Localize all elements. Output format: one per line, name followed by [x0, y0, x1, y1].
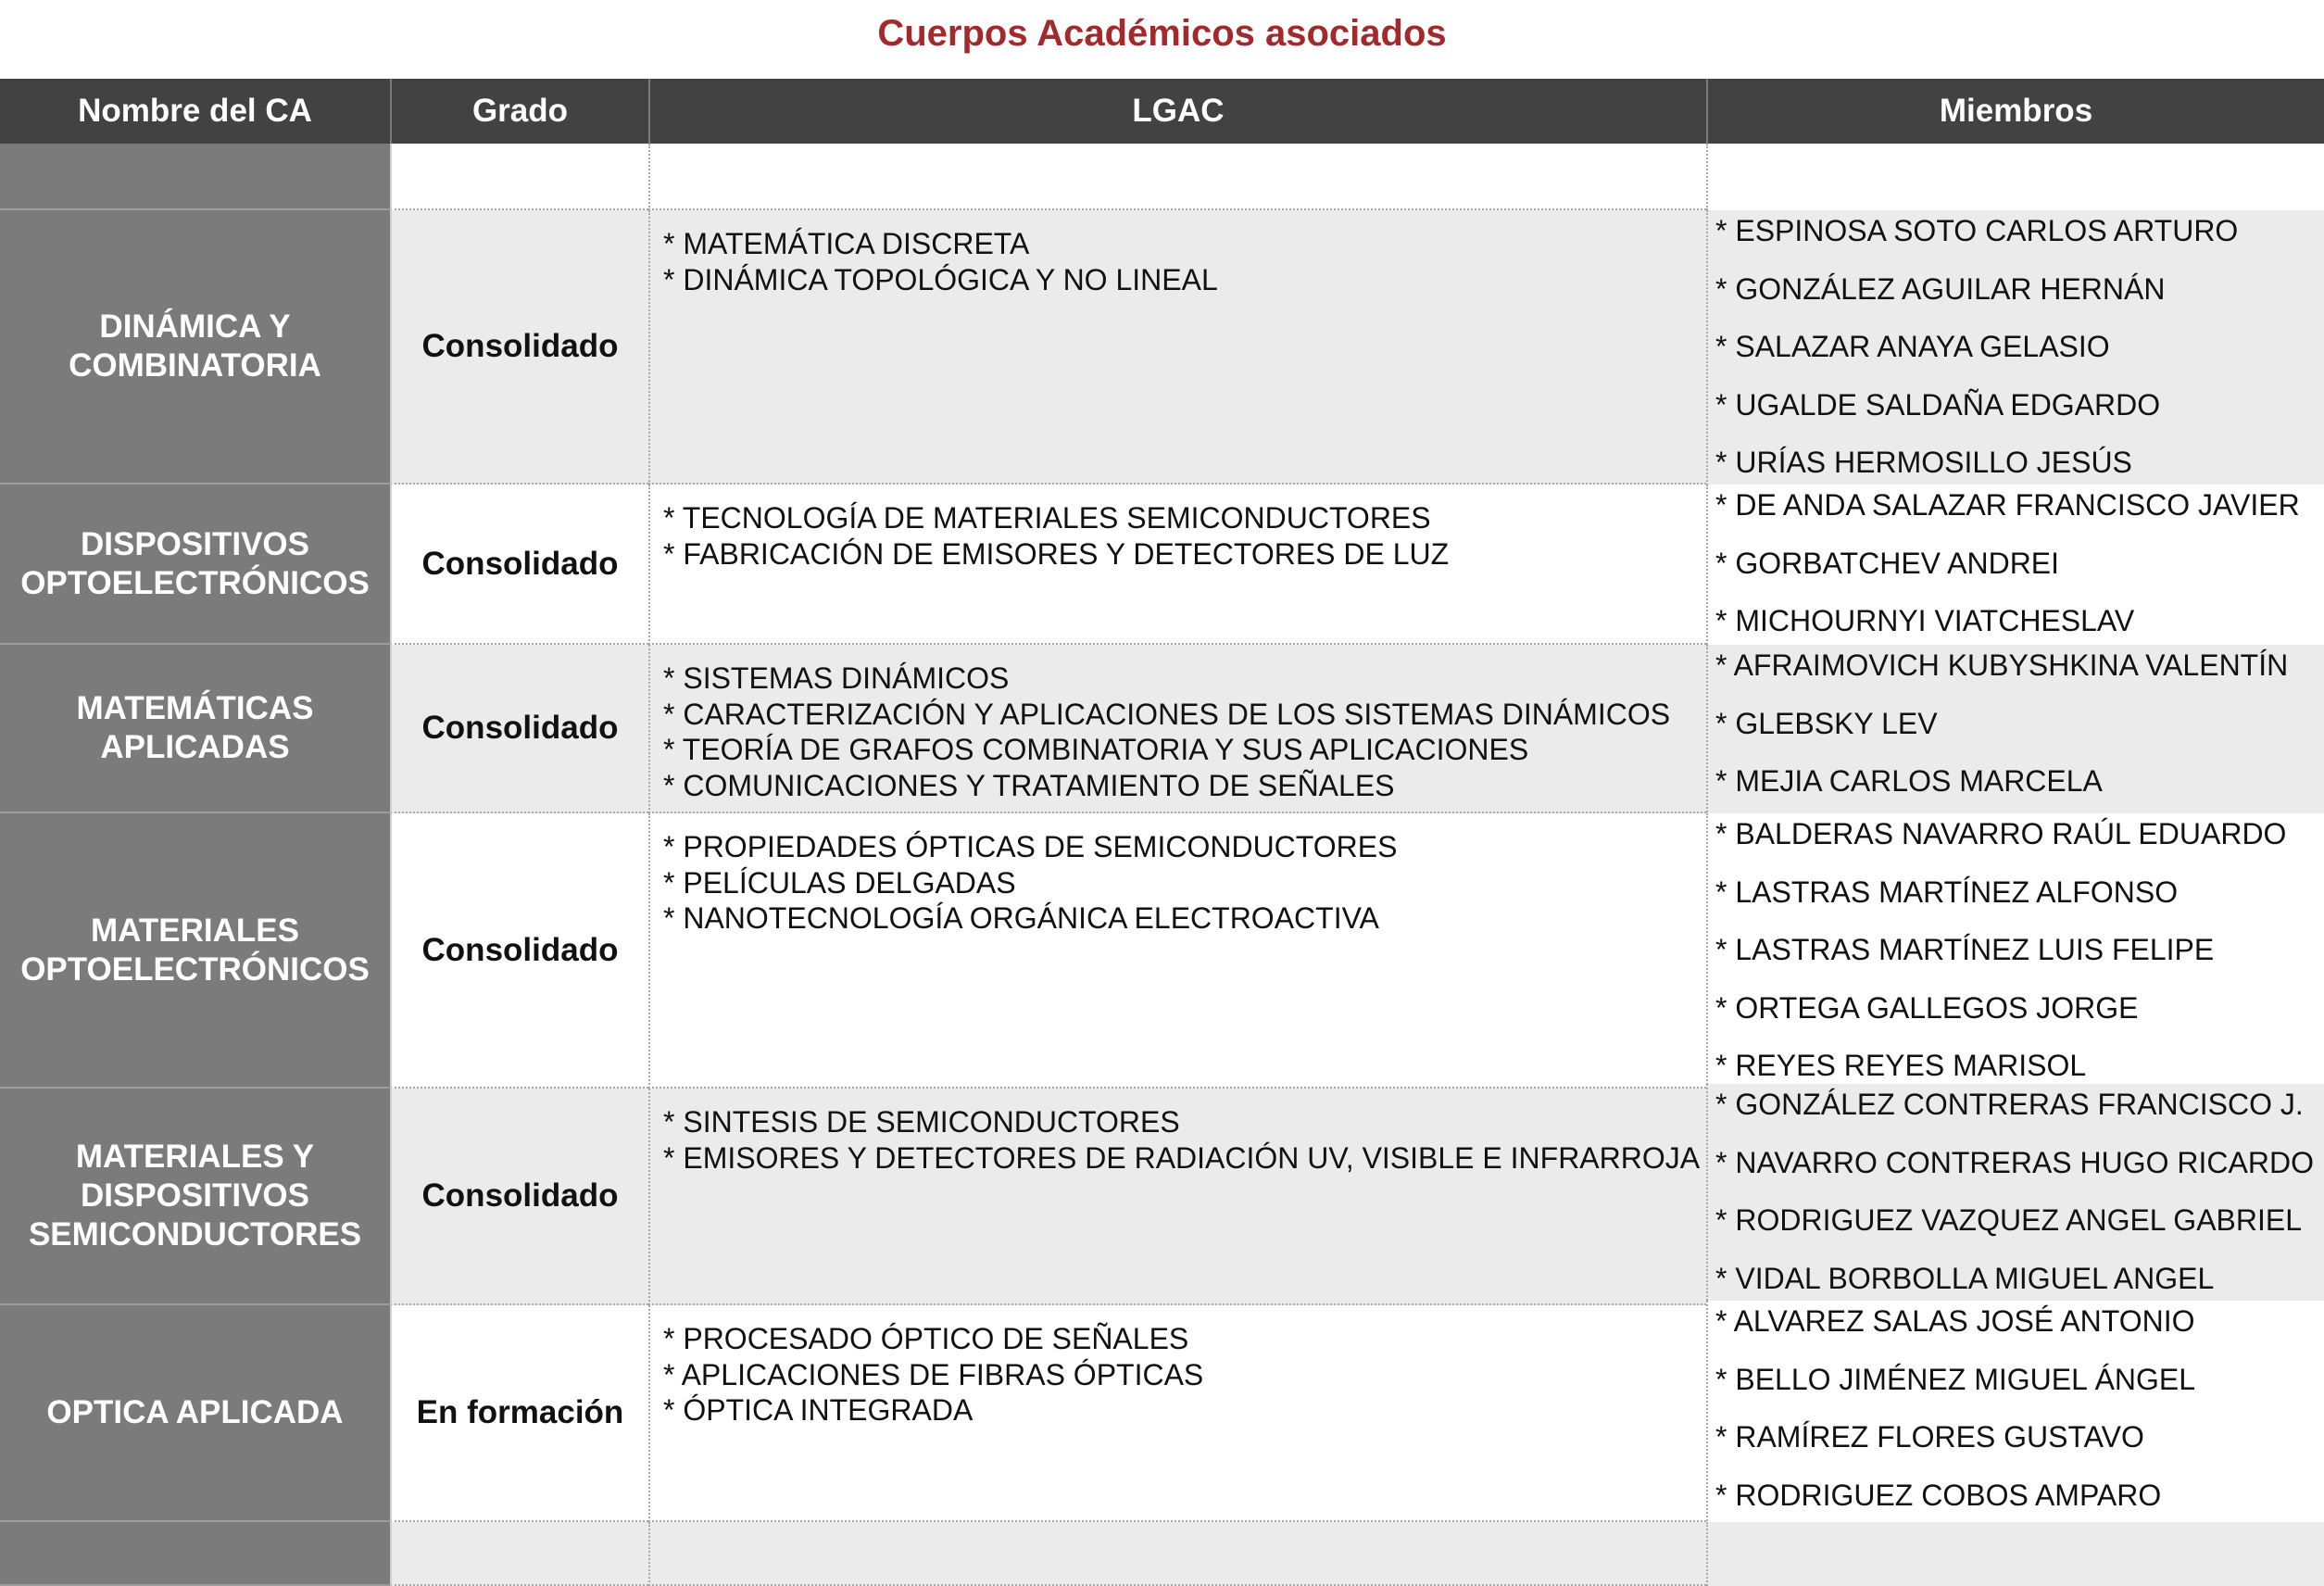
ca-name-cell: [0, 1089, 390, 1305]
lgac-item: * ÓPTICA INTEGRADA: [663, 1393, 974, 1427]
lgac-cell: [648, 813, 1706, 1089]
spacer-miembros-cell: [1706, 144, 2324, 210]
grado-label: Consolidado: [421, 545, 619, 582]
lgac-item: * TECNOLOGÍA DE MATERIALES SEMICONDUCTORES: [663, 501, 1431, 535]
header-grado: Grado: [390, 79, 648, 144]
miembro-item: * URÍAS HERMOSILLO JESÚS: [1715, 446, 2132, 479]
miembro-item: * MEJIA CARLOS MARCELA: [1715, 764, 2103, 798]
lgac-cell: [648, 1305, 1706, 1522]
miembro-item: * RODRIGUEZ COBOS AMPARO: [1715, 1478, 2162, 1512]
miembro-item: * MICHOURNYI VIATCHESLAV: [1715, 604, 2135, 637]
miembro-item: * ESPINOSA SOTO CARLOS ARTURO: [1715, 214, 2239, 247]
miembros-cell: [1706, 210, 2324, 500]
lgac-item: * PROPIEDADES ÓPTICAS DE SEMICONDUCTORES: [663, 830, 1398, 863]
page-title: Cuerpos Académicos asociados: [877, 13, 1447, 54]
miembro-item: * GLEBSKY LEV: [1715, 706, 1938, 740]
lgac-cell: [648, 485, 1706, 645]
lgac-item: * SISTEMAS DINÁMICOS: [663, 661, 1010, 695]
miembro-item: * ORTEGA GALLEGOS JORGE: [1715, 990, 2139, 1025]
lgac-item: * TEORÍA DE GRAFOS COMBINATORIA Y SUS APLICACIONES: [663, 733, 1529, 766]
bottom-miembros-cell: [1706, 1522, 2324, 1586]
ca-name-cell: [0, 485, 390, 645]
miembros-cell: [1706, 645, 2324, 819]
spacer-lgac-cell: [648, 144, 1706, 210]
lgac-item: * PELÍCULAS DELGADAS: [663, 865, 1016, 900]
miembro-item: * BELLO JIMÉNEZ MIGUEL ÁNGEL: [1715, 1362, 2196, 1396]
miembro-item: * UGALDE SALDAÑA EDGARDO: [1715, 387, 2161, 422]
grado-cell: [390, 210, 648, 485]
miembro-item: * LASTRAS MARTÍNEZ ALFONSO: [1715, 875, 2179, 909]
miembro-item: * GONZÁLEZ CONTRERAS FRANCISCO J.: [1715, 1088, 2304, 1121]
ca-name-line: DISPOSITIVOS: [80, 1177, 309, 1214]
miembro-item: * LASTRAS MARTÍNEZ LUIS FELIPE: [1715, 933, 2215, 966]
ca-name-line: OPTOELECTRÓNICOS: [20, 564, 370, 601]
header-nombre: Nombre del CA: [0, 79, 390, 144]
miembros-cell: [1706, 813, 2324, 1103]
miembros-cell: [1706, 1301, 2324, 1532]
spacer-name-cell: [0, 144, 390, 210]
lgac-item: * MATEMÁTICA DISCRETA: [663, 227, 1030, 260]
ca-name-cell: [0, 645, 390, 813]
lgac-item: * NANOTECNOLOGÍA ORGÁNICA ELECTROACTIVA: [663, 901, 1379, 935]
grado-cell: [390, 813, 648, 1089]
lgac-item: * COMUNICACIONES Y TRATAMIENTO DE SEÑALES: [663, 768, 1395, 802]
lgac-cell: [648, 210, 1706, 485]
miembro-item: * GONZÁLEZ AGUILAR HERNÁN: [1715, 271, 2166, 306]
ca-name-line: MATERIALES: [91, 912, 299, 949]
spacer-grado-cell: [390, 144, 648, 210]
header-miembros: Miembros: [1706, 79, 2324, 144]
ca-name-line: MATERIALES Y: [75, 1139, 315, 1175]
lgac-item: * DINÁMICA TOPOLÓGICA Y NO LINEAL: [663, 262, 1218, 296]
bottom-name-cell: [0, 1522, 390, 1586]
miembro-item: * ALVAREZ SALAS JOSÉ ANTONIO: [1715, 1304, 2195, 1338]
miembro-item: * SALAZAR ANAYA GELASIO: [1715, 330, 2110, 363]
ca-name-line: SEMICONDUCTORES: [28, 1216, 362, 1252]
bottom-grado-cell: [390, 1522, 648, 1586]
lgac-item: * PROCESADO ÓPTICO DE SEÑALES: [663, 1322, 1189, 1355]
lgac-item: * EMISORES Y DETECTORES DE RADIACIÓN UV, VISIBLE E INFRARROJA: [663, 1140, 1701, 1175]
grado-label: Consolidado: [421, 1177, 619, 1214]
miembros-cell: [1706, 485, 2324, 659]
miembro-item: * RAMÍREZ FLORES GUSTAVO: [1715, 1420, 2144, 1454]
ca-name-line: COMBINATORIA: [69, 347, 321, 384]
grado-label: Consolidado: [421, 710, 619, 746]
miembro-item: * BALDERAS NAVARRO RAÚL EDUARDO: [1715, 817, 2287, 850]
ca-name-cell: [0, 1305, 390, 1522]
grado-cell: [390, 1305, 648, 1522]
ca-name-line: DINÁMICA Y: [99, 308, 291, 345]
grado-label: Consolidado: [421, 931, 619, 968]
grado-label: Consolidado: [421, 328, 619, 364]
header-lgac: LGAC: [648, 79, 1706, 144]
miembro-item: * RODRIGUEZ VAZQUEZ ANGEL GABRIEL: [1715, 1203, 2303, 1237]
ca-name-line: MATEMÁTICAS: [76, 690, 314, 726]
miembro-item: * AFRAIMOVICH KUBYSHKINA VALENTÍN: [1715, 648, 2289, 682]
lgac-item: * CARACTERIZACIÓN Y APLICACIONES DE LOS SISTEMAS DINÁMICOS: [663, 697, 1671, 731]
ca-name-line: OPTOELECTRÓNICOS: [20, 950, 370, 988]
ca-name-line: APLICADAS: [100, 729, 290, 765]
ca-name-line: DISPOSITIVOS: [80, 525, 309, 562]
lgac-cell: [648, 645, 1706, 813]
miembro-item: * REYES REYES MARISOL: [1715, 1049, 2087, 1082]
miembro-item: * VIDAL BORBOLLA MIGUEL ANGEL: [1715, 1261, 2215, 1295]
grado-cell: [390, 485, 648, 645]
lgac-item: * APLICACIONES DE FIBRAS ÓPTICAS: [663, 1357, 1204, 1391]
grado-cell: [390, 645, 648, 813]
miembro-item: * NAVARRO CONTRERAS HUGO RICARDO: [1715, 1145, 2314, 1179]
lgac-cell: [648, 1089, 1706, 1305]
miembros-cell: [1706, 1084, 2324, 1315]
ca-name-line: OPTICA APLICADA: [46, 1394, 344, 1430]
miembro-item: * GORBATCHEV ANDREI: [1715, 546, 2060, 580]
miembro-item: * DE ANDA SALAZAR FRANCISCO JAVIER: [1715, 488, 2300, 522]
grado-cell: [390, 1089, 648, 1305]
grado-label: En formación: [416, 1394, 624, 1430]
ca-name-cell: [0, 210, 390, 485]
lgac-item: * FABRICACIÓN DE EMISORES Y DETECTORES DE LUZ: [663, 536, 1450, 571]
ca-name-cell: [0, 813, 390, 1089]
lgac-item: * SINTESIS DE SEMICONDUCTORES: [663, 1105, 1180, 1139]
bottom-lgac-cell: [648, 1522, 1706, 1586]
